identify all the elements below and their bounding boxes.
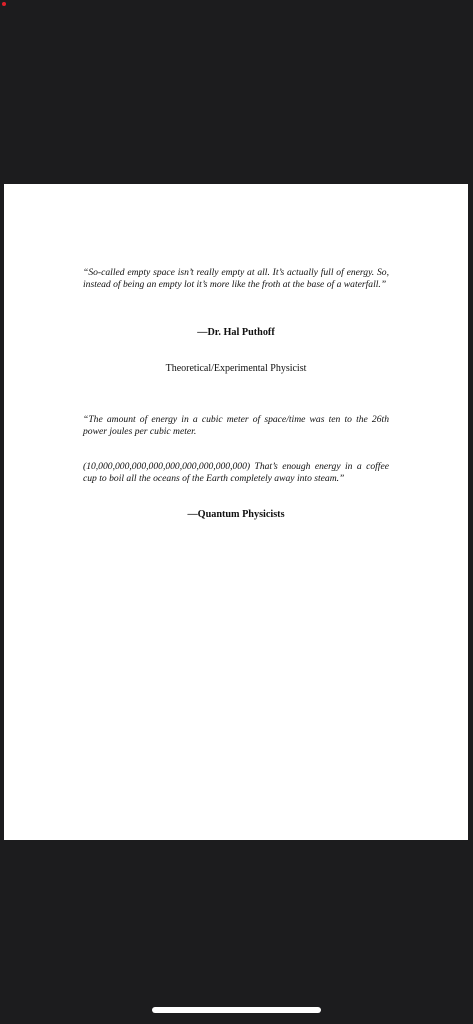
home-indicator[interactable]	[152, 1007, 321, 1013]
attribution-quantum: —Quantum Physicists	[187, 509, 285, 520]
quote-puthoff: “So-called empty space isn’t really empty at all. It’s actually full of energy. So, instead of being an empty lot it’s more like the froth at the base of a waterfall.”	[83, 267, 389, 291]
recording-indicator-icon	[2, 2, 6, 6]
quote-energy-continued: (10,000,000,000,000,000,000,000,000,000) That’s enough energy in a coffee cup to boil all the oceans of the Earth completely away into steam.”	[83, 461, 389, 485]
attribution-title: Theoretical/Experimental Physicist	[165, 363, 307, 374]
quote-energy: “The amount of energy in a cubic meter of space/time was ten to the 26th power joules per cubic meter.	[83, 414, 389, 438]
document-page[interactable]	[4, 184, 468, 840]
attribution-puthoff: —Dr. Hal Puthoff	[197, 327, 275, 338]
